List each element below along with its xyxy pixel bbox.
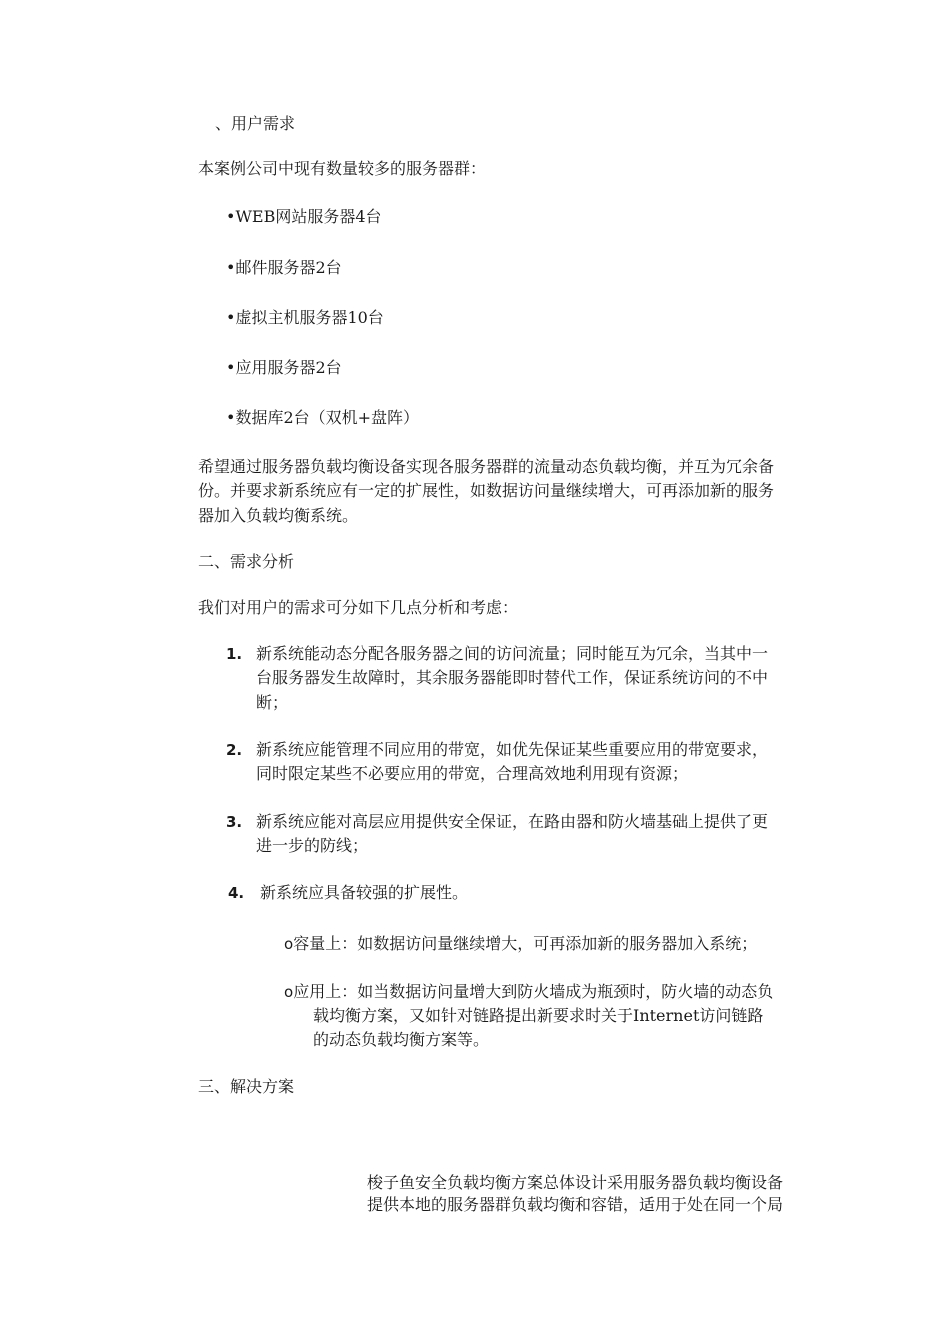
- list-item-line: 新系统应能对高层应用提供安全保证，在路由器和防火墙基础上提供了更: [256, 812, 769, 831]
- section-heading-analysis: 二、需求分析: [198, 552, 295, 571]
- bullet-marker: o: [284, 935, 294, 953]
- section-heading-solution: 三、解决方案: [198, 1077, 295, 1096]
- sub-list-item-line: 的动态负载均衡方案等。: [313, 1030, 490, 1049]
- paragraph-line: 希望通过服务器负载均衡设备实现各服务器群的流量动态负载均衡，并互为冗余备: [198, 457, 775, 476]
- list-number: 4.: [228, 884, 245, 902]
- list-item: •数据库2台（双机+盘阵）: [226, 408, 420, 427]
- paragraph-line: 份。并要求新系统应有一定的扩展性，如数据访问量继续增大，可再添加新的服务: [198, 481, 775, 500]
- sub-list-item: [284, 980, 773, 1004]
- list-number: 3.: [226, 813, 243, 831]
- list-item: •WEB网站服务器4台: [226, 207, 382, 226]
- list-item-line: 断；: [256, 693, 289, 712]
- list-item-line: 新系统应能管理不同应用的带宽，如优先保证某些重要应用的带宽要求，: [256, 740, 769, 759]
- section-heading-requirements: 、用户需求: [215, 114, 296, 133]
- paragraph-line: 提供本地的服务器群负载均衡和容错，适用于处在同一个局: [367, 1195, 784, 1214]
- paragraph-line: 器加入负载均衡系统。: [198, 506, 359, 525]
- list-item-line: 进一步的防线；: [256, 836, 369, 855]
- bullet-marker: o: [284, 983, 294, 1001]
- paragraph-line: 梭子鱼安全负载均衡方案总体设计采用服务器负载均衡设备: [367, 1173, 784, 1192]
- list-number: 1.: [226, 645, 243, 663]
- intro-text: 本案例公司中现有数量较多的服务器群：: [198, 159, 487, 178]
- list-item: •虚拟主机服务器10台: [226, 308, 384, 327]
- list-number: 2.: [226, 741, 243, 759]
- intro-text: 我们对用户的需求可分如下几点分析和考虑：: [198, 598, 519, 617]
- list-item-line: 同时限定某些不必要应用的带宽，合理高效地利用现有资源；: [256, 764, 689, 783]
- list-item-line: 新系统能动态分配各服务器之间的访问流量；同时能互为冗余，当其中一: [256, 644, 769, 663]
- list-item: •邮件服务器2台: [226, 258, 342, 277]
- list-item-line: 台服务器发生故障时，其余服务器能即时替代工作，保证系统访问的不中: [256, 668, 769, 687]
- sub-list-item: [284, 932, 757, 956]
- list-item-line: 新系统应具备较强的扩展性。: [260, 883, 469, 902]
- sub-list-item-line: 载均衡方案，又如针对链路提出新要求时关于Internet访问链路: [313, 1006, 764, 1025]
- list-item: •应用服务器2台: [226, 358, 342, 377]
- sub-list-item-line: 容量上：如数据访问量继续增大，可再添加新的服务器加入系统；: [293, 934, 758, 953]
- sub-list-item-line: 应用上：如当数据访问量增大到防火墙成为瓶颈时，防火墙的动态负: [293, 982, 774, 1001]
